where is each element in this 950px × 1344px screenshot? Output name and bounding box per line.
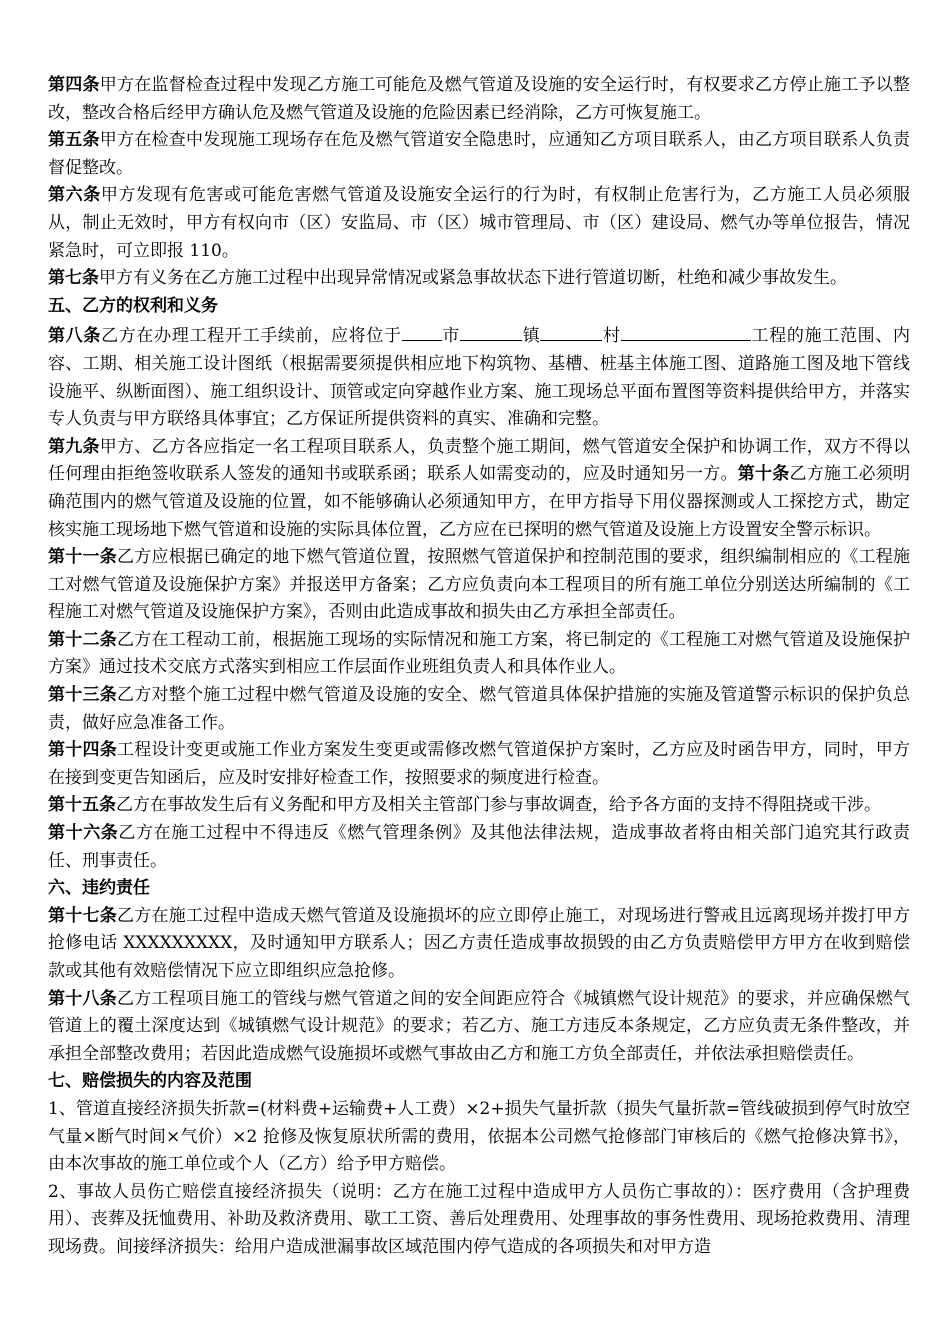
blank-field-project (621, 320, 751, 341)
article-6 (48, 182, 910, 265)
article-number: 第十六条 (48, 823, 119, 844)
article-text: 乙方在施工过程中不得违反《燃气管理条例》及其他法律法规，造成事故者将由相关部门追究其行政责任、刑事责任。 (48, 823, 911, 871)
article-18 (48, 986, 910, 1069)
blank-field-village (540, 320, 602, 341)
article-11 (48, 544, 910, 627)
article-text: 甲方有义务在乙方施工过程中出现异常情况或紧急事故状态下进行管道切断，杜绝和减少事故发生。 (99, 268, 847, 289)
article-number: 第四条 (48, 75, 100, 95)
article-number: 第十三条 (48, 685, 117, 706)
article-14 (48, 737, 910, 792)
article-number: 第十八条 (48, 988, 117, 1009)
article-16 (48, 820, 910, 875)
article-number: 第十七条 (48, 905, 117, 926)
article-number: 第十条 (737, 464, 790, 485)
article-number: 第十四条 (48, 740, 117, 761)
article-number: 第九条 (48, 436, 100, 457)
article-number: 第七条 (48, 268, 99, 289)
article-text-pre: 乙方在办理工程开工手续前，应将位于 (101, 326, 402, 347)
article-text: 甲方在检查中发现施工现场存在危及燃气管道安全隐患时，应通知乙方项目联系人，由乙方项目联系人负责督促整改。 (48, 130, 911, 178)
article-text: 乙方施工必须明确范围内的燃气管道及设施的位置，如不能够确认必须通知甲方，在甲方指导下用仪器探测或人工探挖方式，勘定核实施工现场地下燃气管道和设施的实际具体位置，乙方应在已探明的燃气管道及设施上方设置安全警示标识。 (48, 464, 911, 540)
article-text: 乙方在事故发生后有义务配和甲方及相关主管部门参与事故调查，给予各方面的支持不得阻挠或干涉。 (116, 795, 881, 816)
article-12 (48, 627, 910, 682)
article-15 (48, 792, 910, 820)
article-text: 乙方在工程动工前，根据施工现场的实际情况和施工方案，将已制定的《工程施工对燃气管道及设施保护方案》通过技术交底方式落实到相应工作层面作业班组负责人和具体作业人。 (48, 629, 911, 678)
article-4 (48, 72, 910, 127)
article-text: 甲方发现有危害或可能危害燃气管道及设施安全运行的行为时，有权制止危害行为，乙方施工人员必须服从，制止无效时，甲方有权向市（区）安监局、市（区）城市管理局、市（区）建设局、燃气办等单位报告，情况紧急时，可立即报 110。 (48, 185, 910, 261)
word-town: 镇 (522, 326, 541, 347)
article-number: 第十五条 (48, 795, 116, 816)
section-heading-5: 五、乙方的权利和义务 (48, 295, 218, 316)
article-number: 第十二条 (48, 629, 117, 650)
article-text: 乙方应根据已确定的地下燃气管道位置，按照燃气管道保护和控制范围的要求，组织编制相应的《工程施工对燃气管道及设施保护方案》并报送甲方备案；乙方应负责向本工程项目的所有施工单位分别送达所编制的《工程施工对燃气管道及设施保护方案》，否则由此造成事故和损失由乙方承担全部责任。 (48, 547, 911, 623)
article-9-10 (48, 434, 910, 544)
word-village: 村 (602, 326, 621, 347)
article-text-post: 工程的施工范围、内容、工期、相关施工设计图纸（根据需要须提供相应地下构筑物、基槽、桩基主体施工图、道路施工图及地下管线设施平、纵断面图）、施工组织设计、顶管或定向穿越作业方案、施工现场总平面布置图等资料提供给甲方，并落实专人负责与甲方联络具体事宜；乙方保证所提供资料的真实、准确和完整。 (48, 326, 911, 430)
article-text: 乙方在施工过程中造成天燃气管道及设施损坏的应立即停止施工，对现场进行警戒且远离现场并拨打甲方抢修电话 XXXXXXXXX，及时通知甲方联系人；因乙方责任造成事故损毁的由乙方负责赔偿甲方甲方在收到赔偿款或其他有效赔偿情况下应立即组织应急抢修。 (48, 905, 911, 981)
article-number: 第六条 (48, 185, 101, 206)
article-text: 甲方在监督检查过程中发现乙方施工可能危及燃气管道及设施的安全运行时，有权要求乙方停止施工予以整改，整改合格后经甲方确认危及燃气管道及设施的危险因素已经消除，乙方可恢复施工。 (48, 75, 911, 123)
article-17 (48, 903, 910, 986)
list-item-1: 1、管道直接经济损失折款=(材料费+运输费+人工费）×2+损失气量折款（损失气量折款=管线破损到停气时放空气量×断气时间×气价）×2 抢修及恢复原状所需的费用，依据本公司燃气抢修部门审核后的《燃气抢修决算书》，由本次事故的施工单位或个人（乙方）给予甲方赔偿。 (48, 1098, 910, 1175)
article-text: 乙方工程项目施工的管线与燃气管道之间的安全间距应符合《城镇燃气设计规范》的要求，并应确保燃气管道上的覆土深度达到《城镇燃气设计规范》的要求；若乙方、施工方违反本条规定，乙方应负责无条件整改，并承担全部整改费用；若因此造成燃气设施损坏或燃气事故由乙方和施工方负全部责任，并依法承担赔偿责任。 (48, 988, 911, 1064)
section-heading-7: 七、赔偿损失的内容及范围 (48, 1071, 252, 1092)
document-page (48, 72, 910, 1262)
blank-field-town (460, 320, 522, 341)
article-8 (48, 320, 910, 433)
article-7 (48, 265, 910, 293)
word-city: 市 (441, 326, 461, 347)
article-number: 第五条 (48, 130, 100, 151)
article-number: 第十一条 (48, 547, 117, 568)
blank-field-city (402, 320, 442, 341)
article-13 (48, 682, 910, 737)
list-item-2: 2、事故人员伤亡赔偿直接经济损失（说明：乙方在施工过程中造成甲方人员伤亡事故的）：医疗费用（含护理费用）、丧葬及抚恤费用、补助及救济费用、歇工工资、善后处理费用、处理事故的事务性费用、现场抢救费用、清理现场费。间接绎济损失：给用户造成泄漏事故区域范围内停气造成的各项损失和对甲方造 (48, 1181, 910, 1257)
article-5 (48, 127, 910, 182)
article-text: 甲方、乙方各应指定一名工程项目联系人，负责整个施工期间，燃气管道安全保护和协调工作，双方不得以任何理由拒绝签收联系人签发的通知书或联系函；联系人如需变动的，应及时通知另一方。 (48, 436, 911, 485)
article-number: 第八条 (48, 326, 102, 347)
section-heading-6: 六、违约责任 (48, 878, 150, 899)
article-text: 乙方对整个施工过程中燃气管道及设施的安全、燃气管道具体保护措施的实施及管道警示标识的保护负总责，做好应急准备工作。 (48, 685, 911, 733)
article-text: 工程设计变更或施工作业方案发生变更或需修改燃气管道保护方案时，乙方应及时函告甲方，同时，甲方在接到变更告知函后，应及时安排好检查工作，按照要求的频度进行检查。 (48, 740, 911, 788)
